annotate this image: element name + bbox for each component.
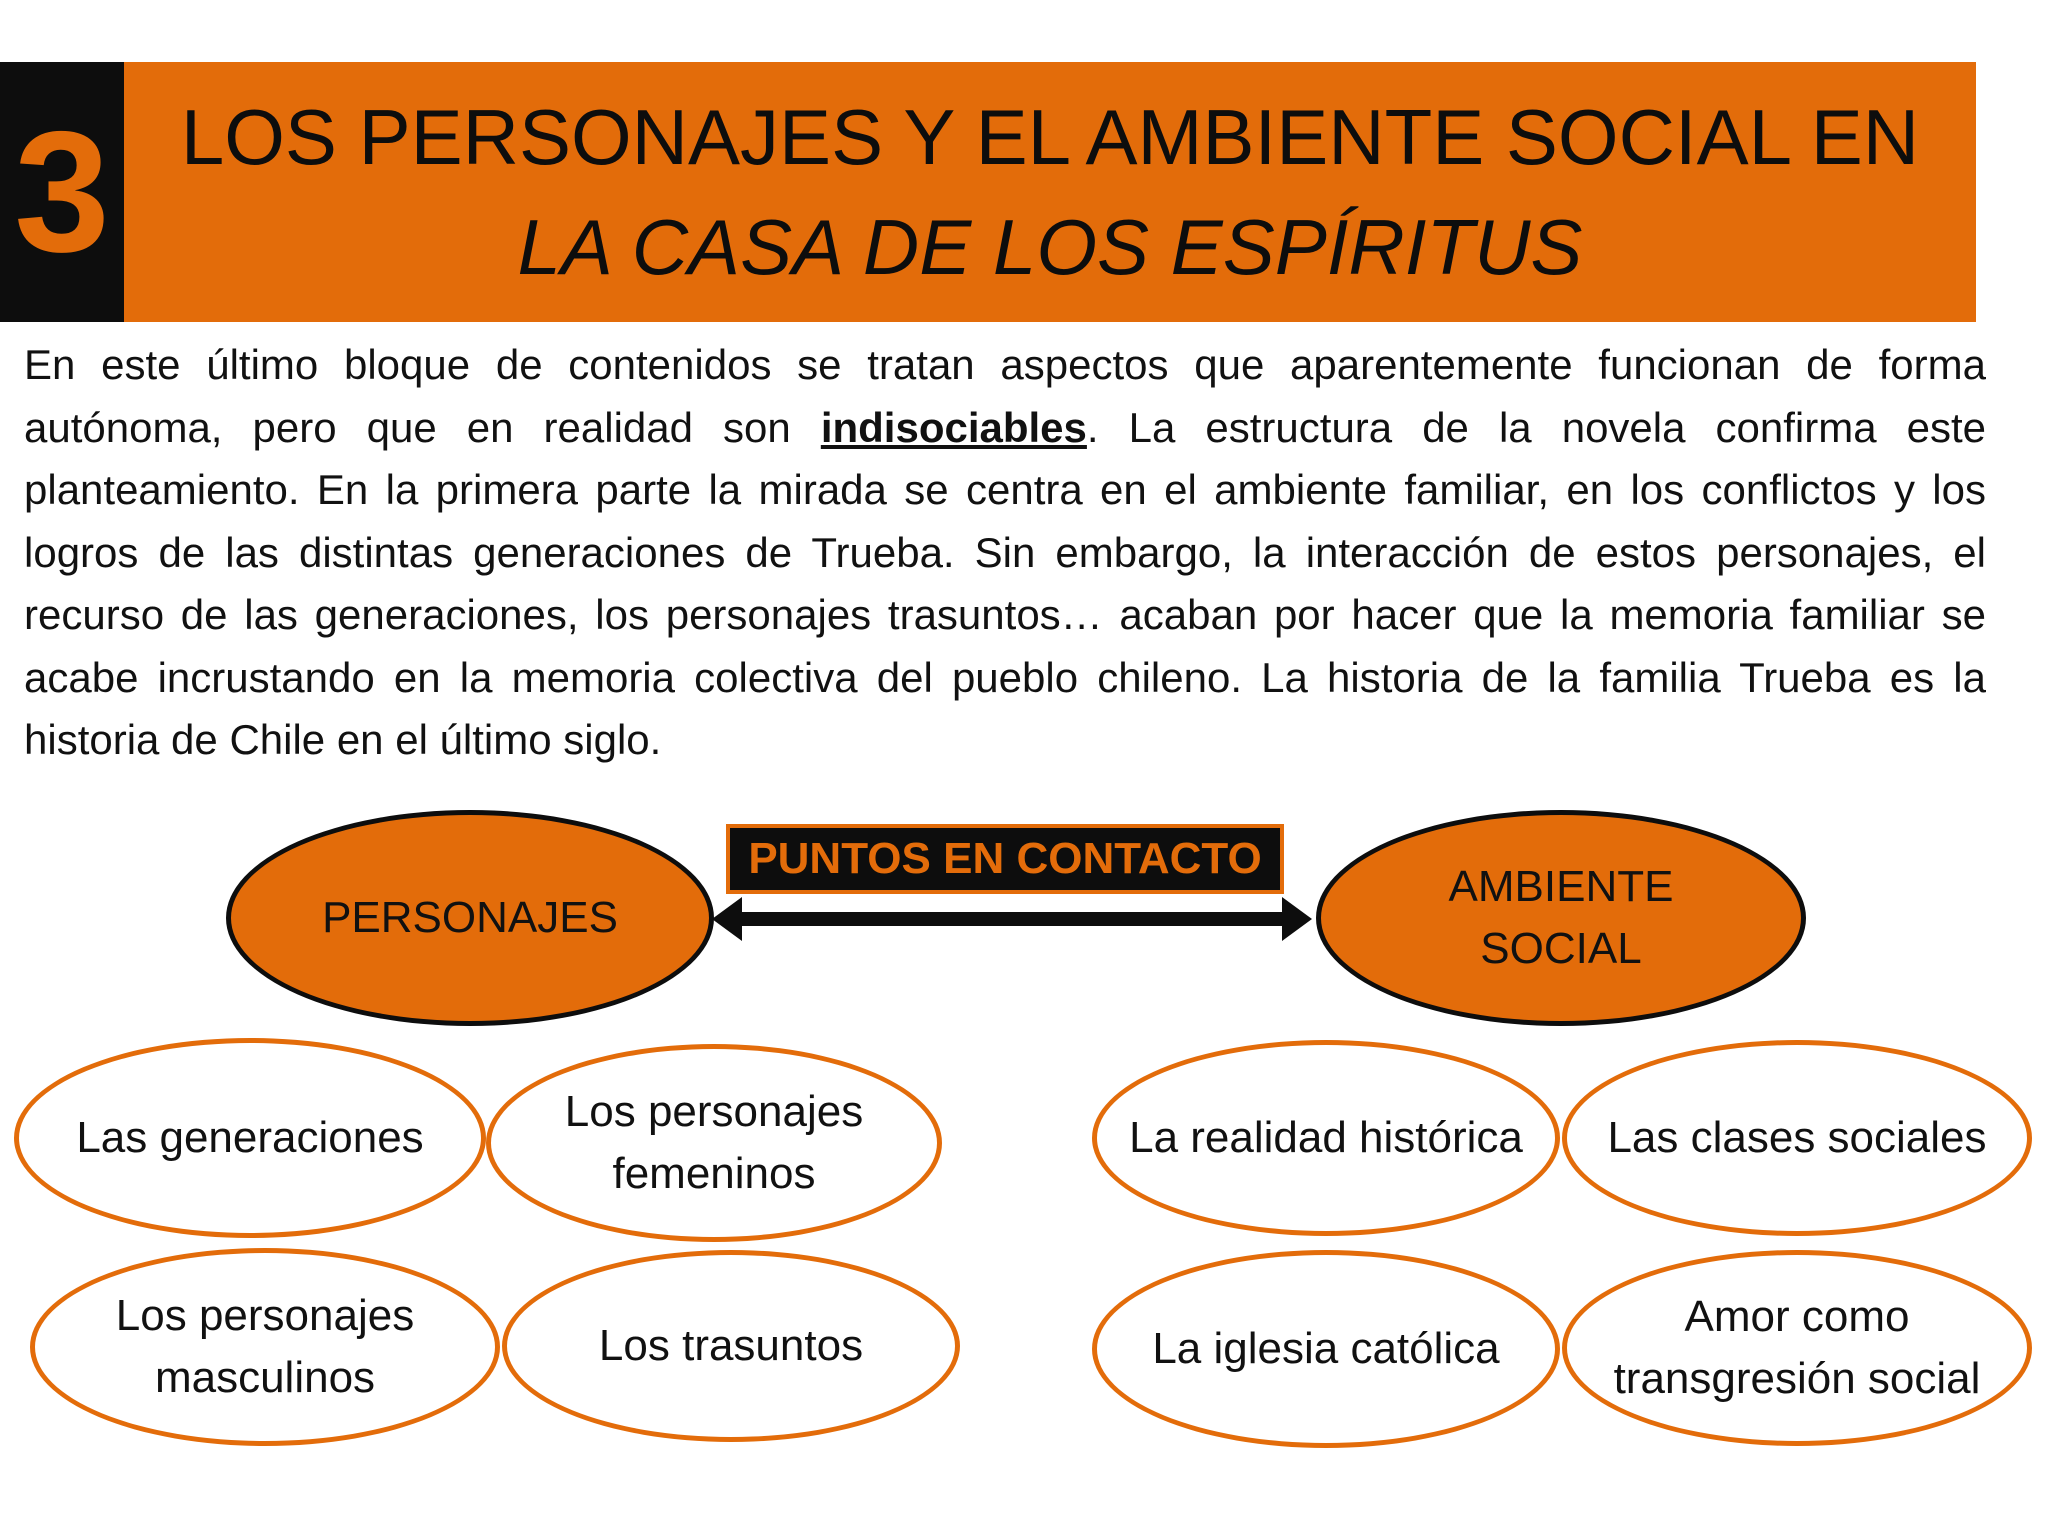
item-masculinos-label-line2: masculinos xyxy=(154,1353,376,1402)
item-realidad-label: La realidad histórica xyxy=(1129,1113,1523,1162)
item-clases-sociales xyxy=(1562,1040,2032,1236)
item-amor-label-line2: transgresión social xyxy=(1613,1354,1981,1403)
intro-text-part1: En este último bloque de contenidos se tratan aspectos que aparentemente funcionan de forma autónoma, pero que en realidad son xyxy=(24,341,1986,451)
section-number: 3 xyxy=(0,62,124,322)
page-title-line2: LA CASA DE LOS ESPÍRITUS xyxy=(517,203,1583,291)
item-clases-label: Las clases sociales xyxy=(1607,1113,1987,1162)
node-ambiente-social xyxy=(1316,810,1806,1026)
node-personajes xyxy=(226,810,714,1026)
item-los-trasuntos xyxy=(502,1250,960,1442)
item-realidad-historica xyxy=(1092,1040,1560,1236)
node-personajes-label: PERSONAJES xyxy=(322,893,618,942)
item-femeninos-label-line1: Los personajes xyxy=(564,1087,864,1136)
item-amor-label-line1: Amor como xyxy=(1684,1292,1910,1341)
item-las-generaciones-label: Las generaciones xyxy=(76,1113,424,1162)
item-las-generaciones xyxy=(14,1038,486,1238)
item-iglesia-catolica xyxy=(1092,1250,1560,1448)
item-amor-transgresion xyxy=(1562,1250,2032,1446)
connector-head-right xyxy=(1282,897,1312,941)
item-iglesia-label: La iglesia católica xyxy=(1152,1324,1500,1373)
node-ambiente-label-line2: SOCIAL xyxy=(1480,924,1642,973)
connector-head-left xyxy=(712,897,742,941)
intro-keyword: indisociables xyxy=(820,403,1087,451)
item-masculinos-label-line1: Los personajes xyxy=(115,1291,415,1340)
item-femeninos-label-line2: femeninos xyxy=(612,1149,816,1198)
contact-points-label: PUNTOS EN CONTACTO xyxy=(726,824,1284,894)
item-los-trasuntos-label: Los trasuntos xyxy=(598,1321,864,1370)
node-ambiente-label-line1: AMBIENTE xyxy=(1448,862,1674,911)
page-title-line1: LOS PERSONAJES Y EL AMBIENTE SOCIAL EN xyxy=(180,93,1920,181)
item-personajes-masculinos xyxy=(30,1248,500,1446)
item-personajes-femeninos xyxy=(486,1044,942,1242)
intro-text-part2: . La estructura de la novela confirma este planteamiento. En la primera parte la mirada se centra en el ambiente familiar, en los conflictos y los logros de las distintas generaciones de Trueba. Sin embargo, la interacción de estos personajes, el recurso de las generaciones, los personajes trasuntos… acaban por hacer que la memoria familiar se acabe incrustando en la memoria colectiva del pueblo chileno. La historia de la familia Trueba es la historia de Chile en el último siglo. xyxy=(24,403,1987,763)
